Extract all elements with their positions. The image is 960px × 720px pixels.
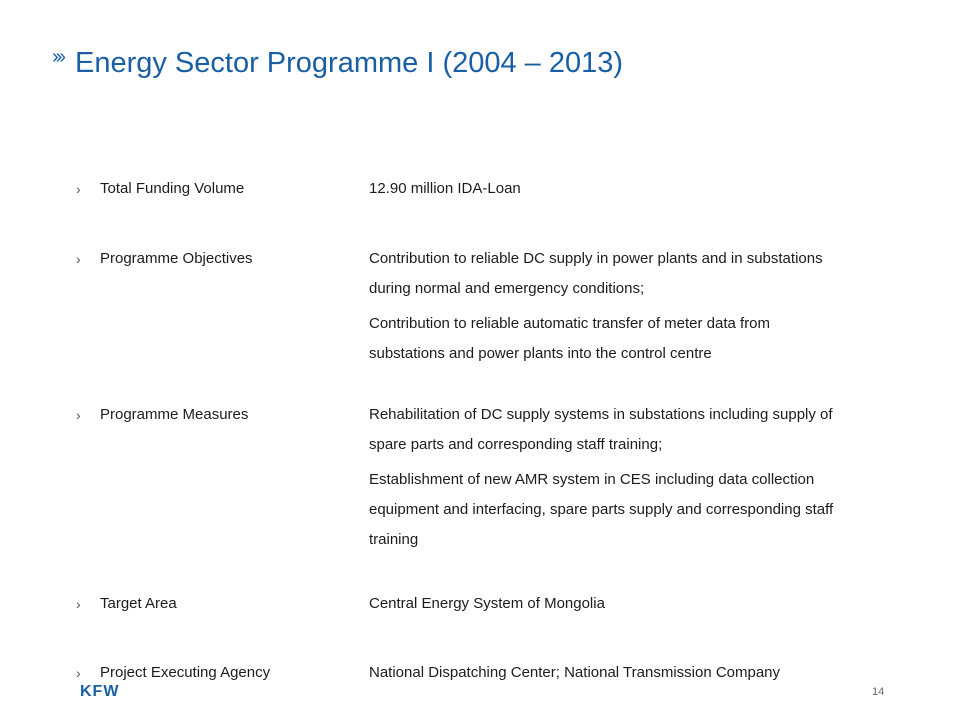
bullet-chevron-icon: ›	[76, 407, 81, 423]
row-label: Total Funding Volume	[100, 180, 245, 197]
row-value: Rehabilitation of DC supply systems in substations including supply of spare parts and corresponding staff training;	[369, 406, 833, 453]
kfw-logo: KFW	[80, 683, 120, 700]
row-value: Establishment of new AMR system in CES including data collection equipment and interfacing, spare parts supply and corresponding staff training	[369, 471, 834, 548]
row-value: Contribution to reliable DC supply in power plants and in substations during normal and emergency conditions;	[369, 250, 823, 297]
row-label: Programme Objectives	[100, 250, 253, 267]
row-value: National Dispatching Center; National Transmission Company	[369, 664, 781, 681]
row-label: Programme Measures	[100, 406, 249, 423]
page-title: Energy Sector Programme I (2004 – 2013)	[74, 47, 624, 79]
row-value: Central Energy System of Mongolia	[369, 595, 605, 612]
bullet-chevron-icon: ›	[76, 181, 81, 197]
row-value: Contribution to reliable automatic transfer of meter data from substations and power plants into the control centre	[369, 315, 771, 362]
title-row	[52, 46, 623, 80]
bullet-chevron-icon: ›	[76, 596, 81, 612]
row-value: 12.90 million IDA-Loan	[369, 180, 521, 197]
page-number: 14	[872, 686, 885, 698]
row-label: Project Executing Agency	[100, 664, 271, 681]
bullet-chevron-icon: ›	[76, 251, 81, 267]
bullet-chevron-icon: ›	[76, 665, 81, 681]
triple-chevron-icon: ›››	[52, 46, 63, 68]
row-label: Target Area	[100, 595, 177, 612]
